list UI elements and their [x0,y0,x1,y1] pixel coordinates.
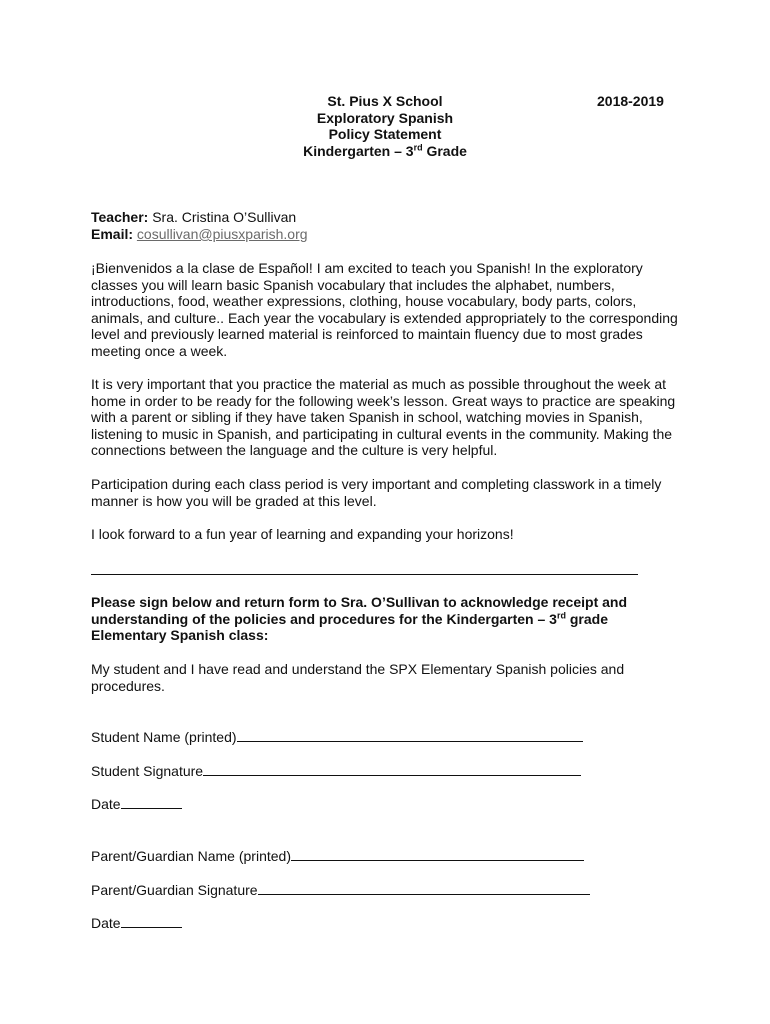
student-name-field [91,728,583,746]
text-line: animals, and culture.. Each year the vocabulary is extended appropriately to the corresponding [91,309,678,326]
acknowledgment-heading [91,594,691,644]
school-year: 2018-2019 [597,93,664,109]
text-line: classes you will learn basic Spanish vocabulary that includes the alphabet, numbers, [91,276,615,293]
date-label: Date [91,796,121,812]
school-name: St. Pius X School [327,93,443,109]
text-line: manner is how you will be graded at this level. [91,492,377,509]
document-type: Policy Statement [328,126,442,142]
email-label: Email: [91,226,134,242]
text-line: Elementary Spanish class: [91,627,269,643]
teacher-name: Sra. Cristina O’Sullivan [152,209,297,225]
parent-name-label: Parent/Guardian Name (printed) [91,848,291,864]
parent-signature-blank[interactable] [258,881,590,895]
date-label: Date [91,915,121,931]
parent-signature-label: Parent/Guardian Signature [91,882,258,898]
student-signature-label: Student Signature [91,763,204,779]
text-line: I look forward to a fun year of learning and expanding your horizons! [91,526,514,542]
grade-range: Kindergarten – 3rd Grade [303,141,467,159]
text-line: ¡Bienvenidos a la clase de Español! I am excited to teach you Spanish! In the exploratory [91,260,643,276]
text-line: level and previously learned material is reinforced to maintain fluency due to most grades [91,326,643,342]
text-line: procedures. [91,677,165,694]
text-line: with a parent or sibling if they have taken Spanish in school, watching movies in Spanish, [91,409,643,425]
text-line: introductions, food, weather expressions, clothing, house vocabulary, body parts, colors, [91,293,637,309]
text-line: meeting once a week. [91,342,228,359]
parent-date-field [91,914,182,932]
teacher-label: Teacher: [91,209,149,225]
email-line [91,226,308,243]
practice-paragraph [91,376,691,459]
acknowledgment-statement [91,661,691,694]
email-link[interactable]: cosullivan@piusxparish.org [136,226,308,242]
text-line: Participation during each class period is very important and completing classwork in a timely [91,476,662,492]
text-line: understanding of the policies and procedures for the Kindergarten – 3rd grade [91,609,608,627]
welcome-paragraph [91,260,691,359]
text-line: home in order to be ready for the following week’s lesson. Great ways to practice are speaking [91,392,676,409]
closing-paragraph [91,526,691,543]
teacher-line [91,209,296,226]
parent-name-blank[interactable] [291,847,584,861]
student-signature-blank[interactable] [203,762,581,776]
participation-paragraph [91,476,691,509]
text-line: listening to music in Spanish, and participating in cultural events in the community. Making the [91,425,673,442]
student-date-blank[interactable] [121,795,182,809]
text-line: Please sign below and return form to Sra. O’Sullivan to acknowledge receipt and [91,594,628,610]
parent-name-field [91,847,584,865]
text-line: connections between the language and the culture is very helpful. [91,442,498,458]
student-signature-field [91,762,581,780]
section-divider [91,574,638,575]
document-header [235,93,535,159]
student-name-blank[interactable] [237,728,583,742]
student-date-field [91,795,182,813]
text-line: My student and I have read and understand the SPX Elementary Spanish policies and [91,661,625,677]
text-line: It is very important that you practice the material as much as possible throughout the week at [91,376,667,392]
subject-title: Exploratory Spanish [316,109,454,126]
parent-date-blank[interactable] [121,914,182,928]
parent-signature-field [91,881,590,899]
student-name-label: Student Name (printed) [91,729,237,745]
